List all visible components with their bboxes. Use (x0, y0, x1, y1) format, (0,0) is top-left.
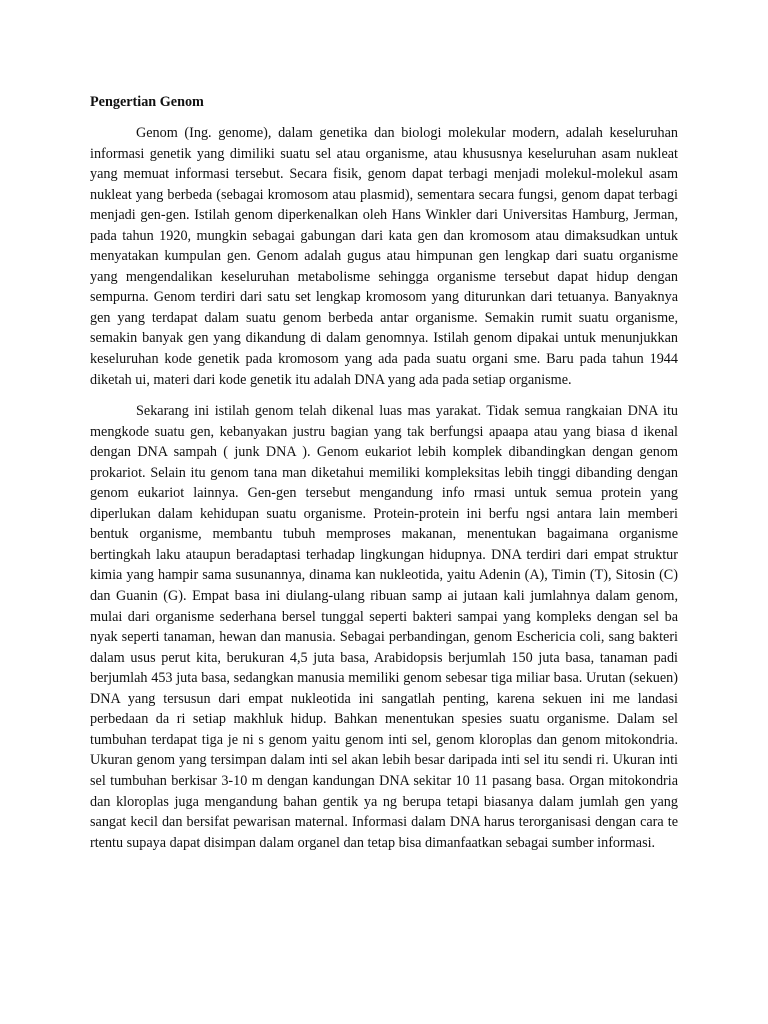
paragraph-1: Genom (Ing. genome), dalam genetika dan biologi molekular modern, adalah keseluruhan informasi genetik yang dimiliki suatu sel atau organisme, atau khususnya keseluruhan asam nukleat yang memuat informasi tersebut. Secara fisik, genom dapat terbagi menjadi molekul-molekul asam nukleat yang berbeda (sebagai kromosom atau plasmid), sementara secara fungsi, genom dapat terbagi menjadi gen-gen. Istilah genom diperkenalkan oleh Hans Winkler dari Universitas Hamburg, Jerman, pada tahun 1920, mungkin sebagai gabungan dari kata gen dan kromosom atau dimaksudkan untuk menyatakan kumpulan gen. Genom adalah gugus atau himpunan gen lengkap dari suatu organisme yang mengendalikan keseluruhan metabolisme sehingga organisme tersebut dapat hidup dengan sempurna. Genom terdiri dari satu set lengkap kromosom yang diturunkan dari tetuanya. Banyaknya gen yang terdapat dalam suatu genom berbeda antar organisme. Semakin rumit suatu organisme, semakin banyak gen yang dikandung di dalam genomnya. Istilah genom dipakai untuk menunjukkan keseluruhan kode genetik pada kromosom yang ada pada suatu organi sme. Baru pada tahun 1944 diketah ui, materi dari kode genetik itu adalah DNA yang ada pada setiap organisme. (90, 125, 678, 388)
document-title: Pengertian Genom (90, 94, 204, 110)
paragraph-2: Sekarang ini istilah genom telah dikenal luas mas yarakat. Tidak semua rangkaian DNA itu mengkode suatu gen, kebanyakan justru bagian yang tak berfungsi apaapa atau yang biasa d ikenal dengan DNA sampah ( junk DNA ). Genom eukariot lebih komplek dibandingkan dengan genom prokariot. Selain itu genom tana man diketahui memiliki kompleksitas lebih tinggi dibanding dengan genom eukariot lainnya. Gen-gen tersebut mengandung info rmasi untuk semua protein yang diperlukan dalam kehidupan suatu organisme. Protein-protein ini berfu ngsi antara lain memberi bentuk organisme, membantu tubuh memproses makanan, menentukan bagaimana organisme bertingkah laku ataupun beradaptasi terhadap lingkungan hidupnya. DNA terdiri dari empat struktur kimia yang hampir sama susunannya, dinama kan nukleotida, yaitu Adenin (A), Timin (T), Sitosin (C) dan Guanin (G). Empat basa ini diulang-ulang ribuan samp ai jutaan kali jumlahnya dalam genom, mulai dari organisme sederhana bersel tunggal seperti bakteri sampai yang kompleks dengan sel ba nyak seperti tanaman, hewan dan manusia. Sebagai perbandingan, genom Eschericia coli, sang bakteri dalam usus perut kita, berukuran 4,5 juta basa, Arabidopsis berjumlah 150 juta basa, tanaman padi berjumlah 453 juta basa, sedangkan manusia memiliki genom sebesar tiga miliar basa. Urutan (sekuen) DNA yang tersusun dari empat nukleotida ini sangatlah penting, karena sekuen ini me landasi perbedaan da ri setiap makhluk hidup. Bahkan menentukan spesies suatu organisme. Dalam sel tumbuhan terdapat tiga je ni s genom yaitu genom inti sel, genom kloroplas dan genom mitokondria. Ukuran genom yang tersimpan dalam inti sel akan lebih besar daripada inti sel itu sendi ri. Ukuran inti sel tumbuhan berkisar 3-10 m dengan kandungan DNA sekitar 10 11 pasang basa. Organ mitokondria dan kloroplas juga mengandung bahan gentik ya ng berupa tetapi biasanya dalam jumlah gen yang sangat kecil dan bersifat pewarisan maternal. Informasi dalam DNA harus terorganisasi dengan cara te rtentu supaya dapat disimpan dalam organel dan tetap bisa dimanfaatkan sebagai sumber informasi. (90, 403, 678, 851)
document-body (90, 92, 678, 864)
